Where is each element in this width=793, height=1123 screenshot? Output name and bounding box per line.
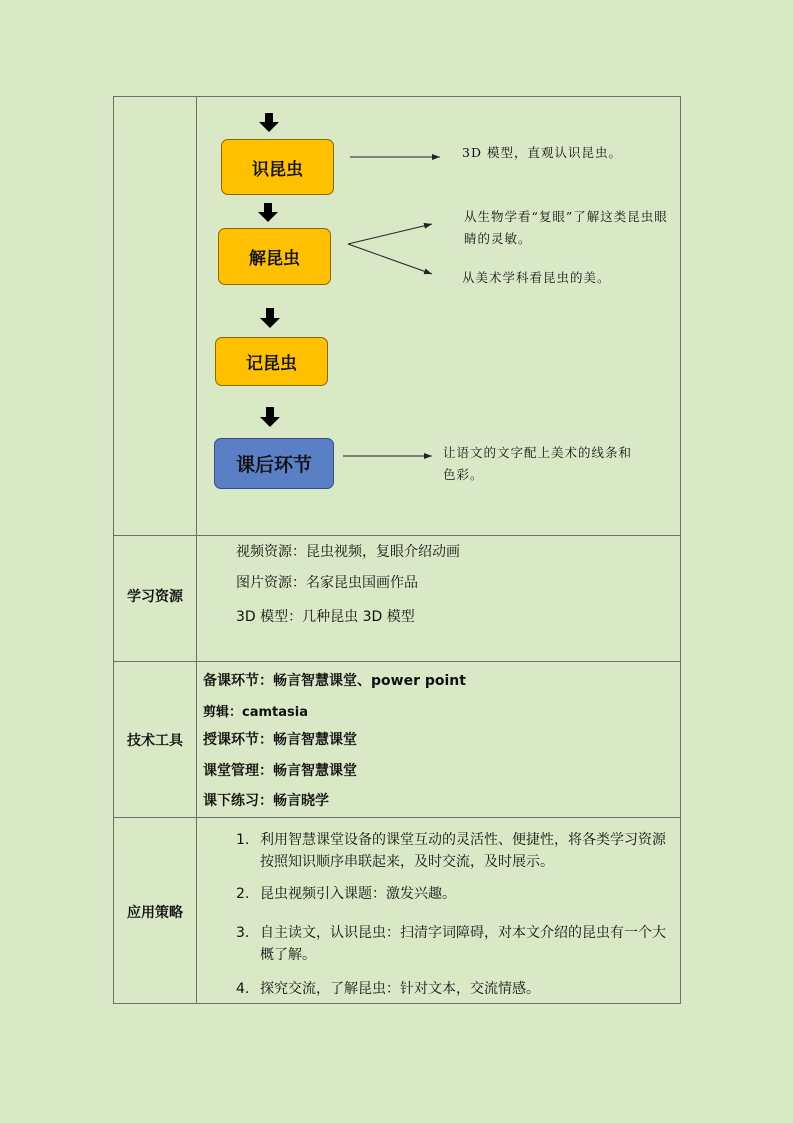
strategy-number: 1. (236, 832, 250, 848)
resource-item: 视频资源：昆虫视频，复眼介绍动画 (236, 544, 460, 560)
row-divider (114, 661, 680, 662)
tool-item: 剪辑：camtasia (203, 705, 308, 720)
strategy-number: 2. (236, 886, 250, 902)
tool-item: 授课环节：畅言智慧课堂 (203, 732, 357, 748)
strategy-text: 昆虫视频引入课题：激发兴趣。 (260, 886, 456, 902)
connector-arrow (348, 244, 432, 274)
strategy-number: 4. (236, 981, 250, 997)
note-art: 从美术学科看昆虫的美。 (462, 270, 611, 285)
tool-item: 课堂管理：畅言智慧课堂 (203, 763, 357, 779)
flow-box-after-class: 课后环节 (214, 438, 334, 489)
down-arrow-icon (258, 203, 278, 222)
down-arrow-icon (260, 407, 280, 427)
down-arrow-icon (259, 113, 279, 132)
strategy-label: 应用策略 (127, 905, 183, 921)
note-recognize: 3D 模型，直观认识昆虫。 (462, 145, 622, 160)
connector-arrow (348, 224, 432, 244)
strategy-item (236, 883, 666, 905)
strategy-item (236, 922, 666, 966)
strategy-item (236, 829, 666, 873)
resources-label: 学习资源 (127, 589, 183, 605)
strategy-number: 3. (236, 925, 250, 941)
note-after-class: 让语文的文字配上美术的线条和色彩。 (443, 445, 633, 482)
flow-box-understand: 解昆虫 (218, 228, 331, 285)
strategy-text: 探究交流，了解昆虫：针对文本，交流情感。 (260, 981, 540, 997)
strategy-text: 自主读文，认识昆虫：扫清字词障碍，对本文介绍的昆虫有一个大概了解。 (260, 925, 666, 963)
tool-item: 课下练习：畅言晓学 (203, 793, 329, 809)
tools-label: 技术工具 (127, 733, 183, 749)
flow-box-recognize: 识昆虫 (221, 139, 334, 195)
flow-diagram (0, 0, 793, 540)
flow-box-remember: 记昆虫 (215, 337, 328, 386)
strategy-item (236, 978, 666, 1000)
resource-item: 3D 模型：几种昆虫 3D 模型 (236, 609, 415, 625)
strategy-text: 利用智慧课堂设备的课堂互动的灵活性、便捷性，将各类学习资源按照知识顺序串联起来，及时交流，及时展示。 (260, 832, 666, 870)
note-biology: 从生物学看“复眼”了解这类昆虫眼睛的灵敏。 (464, 209, 668, 246)
resource-item: 图片资源：名家昆虫国画作品 (236, 575, 418, 591)
tool-item: 备课环节：畅言智慧课堂、power point (203, 673, 466, 689)
row-divider (114, 817, 680, 818)
down-arrow-icon (260, 308, 280, 328)
